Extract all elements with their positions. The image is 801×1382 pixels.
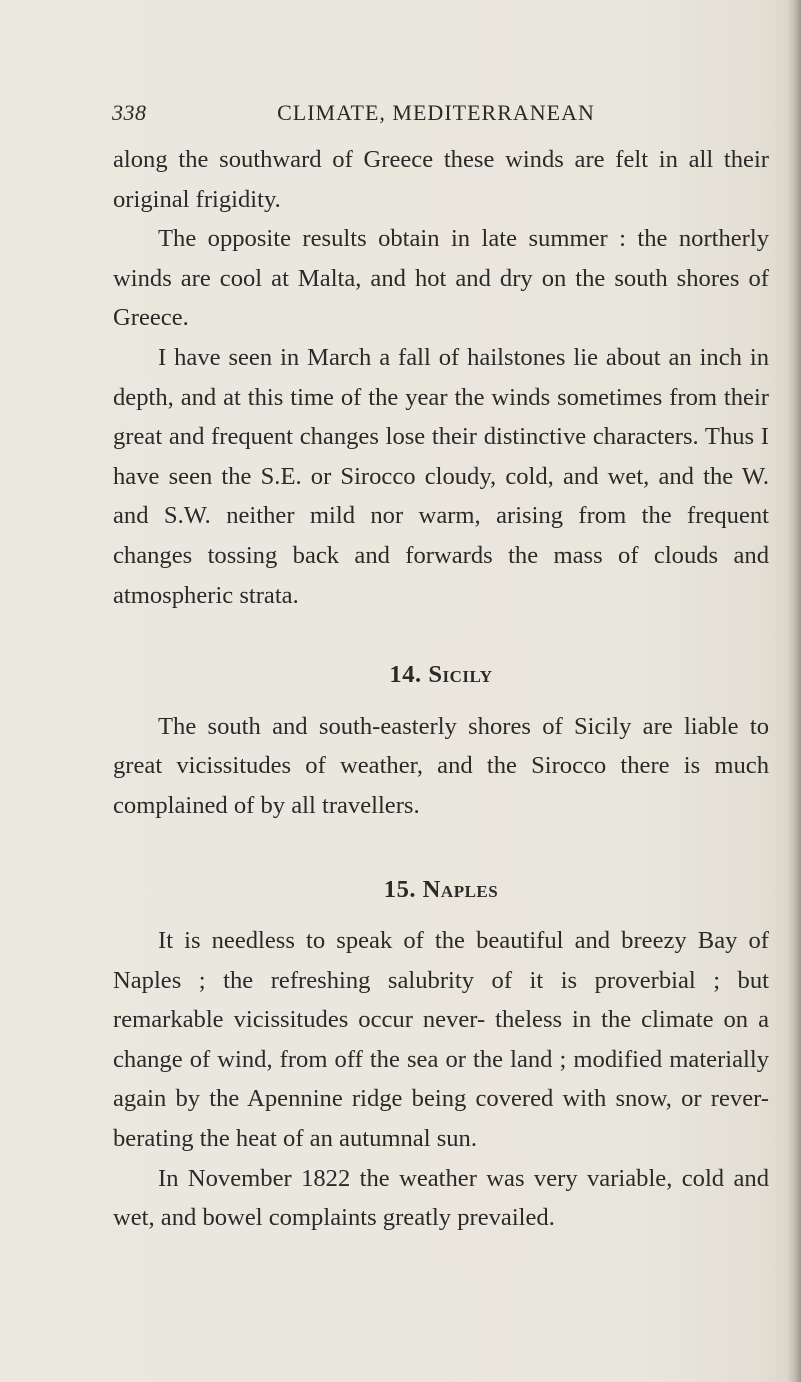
- page-header: [112, 100, 760, 134]
- body-text: [113, 140, 769, 1238]
- section-heading-naples: [113, 870, 769, 910]
- paragraph: I have seen in March a fall of hailstones lie about an inch in depth, and at this time of the year the winds sometimes from their great and frequent changes lose their distinctive characters. Thus I have seen the S.E. or Sirocco cloudy, cold, and wet, and the W. and S.W. neither mild nor warm, arising from the frequent changes tossing back and forwards the mass of clouds and atmospheric strata.: [113, 343, 769, 609]
- paragraph: It is needless to speak of the beautiful and breezy Bay of Naples ; the refreshing salubrity of it is proverbial ; but remarkable vicissitudes occur never- theless in the climate on a change of wind, from off the sea or the land ; modified materially again by the Apennine ridge being covered with snow, or rever- berating the heat of an autumnal sun.: [113, 927, 769, 1153]
- running-title: CLIMATE, MEDITERRANEAN: [277, 100, 595, 125]
- page-edge-shadow: [787, 0, 801, 1382]
- paragraph: along the southward of Greece these winds are felt in all their original frigidity.: [113, 146, 769, 213]
- section-number: 15.: [383, 875, 417, 903]
- section-number: 14.: [389, 661, 422, 689]
- section-heading-sicily: [113, 655, 769, 695]
- paragraph: The south and south-easterly shores of Sicily are liable to great vicissitudes of weather, and the Sirocco there is much complained of by all travellers.: [113, 712, 769, 819]
- section-title: Naples: [422, 875, 499, 903]
- section-title: Sicily: [428, 661, 493, 689]
- paragraph: The opposite results obtain in late summer : the northerly winds are cool at Malta, and hot and dry on the south shores of Greece.: [113, 225, 769, 332]
- page-number: 338: [112, 100, 147, 125]
- paragraph: In November 1822 the weather was very variable, cold and wet, and bowel complaints greatly prevailed.: [113, 1164, 769, 1232]
